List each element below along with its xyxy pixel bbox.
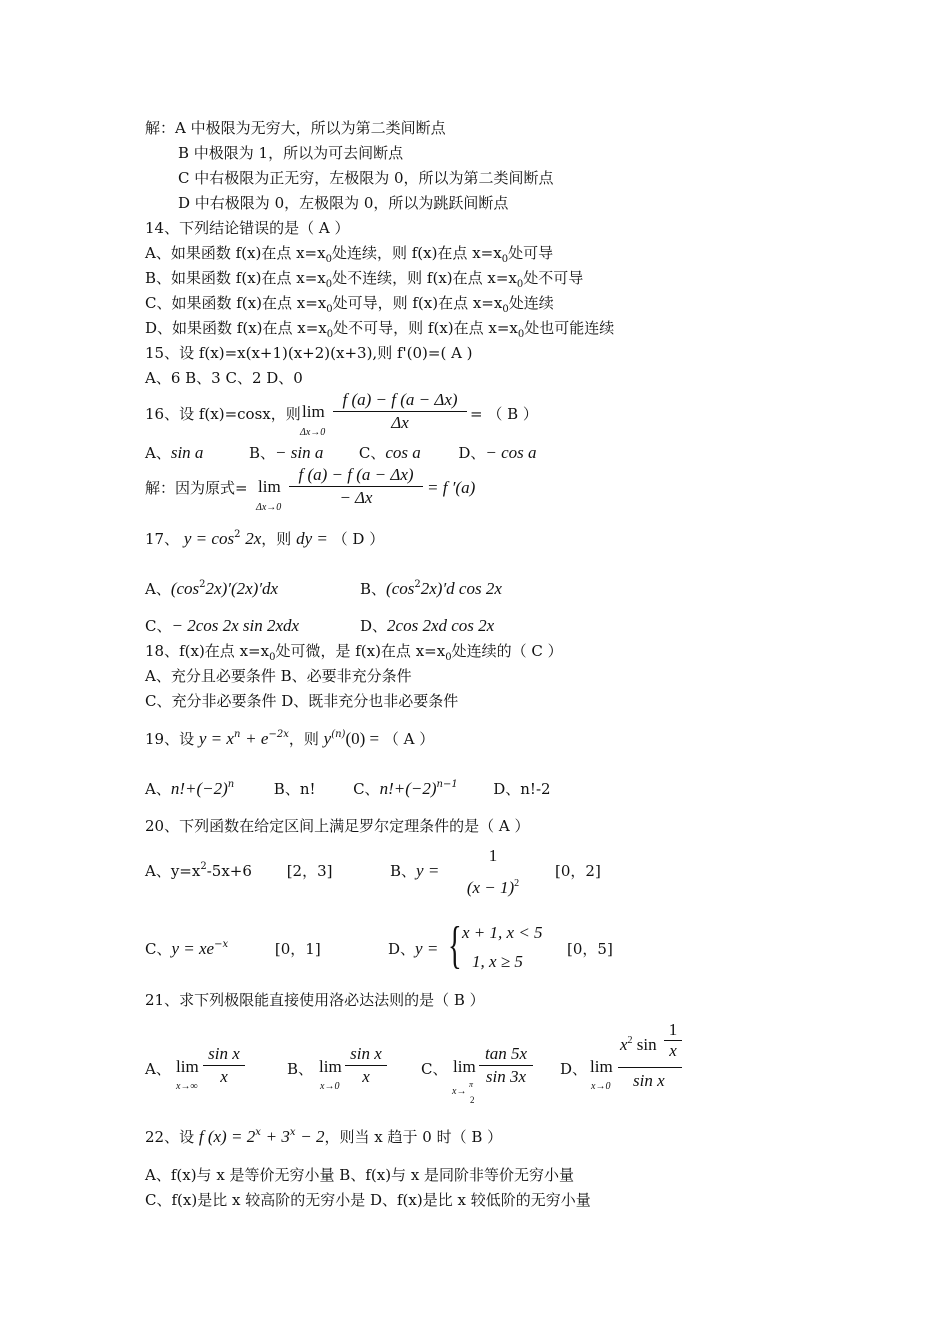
q21-d-x: x (620, 1035, 628, 1054)
q22-exp-2: x (289, 1127, 296, 1138)
solution-line-c: C 中右极限为正无穷，左极限为 0，所以为第二类间断点 (178, 169, 554, 187)
q20-d-case2: 1, x ≥ 5 (472, 952, 523, 971)
q20-option-a (145, 862, 332, 883)
q21-b-fraction (345, 1043, 387, 1088)
piecewise-brace: { (448, 917, 462, 974)
q17-c-label: C、 (145, 617, 172, 635)
q21-a-lim-sub: x→∞ (176, 1081, 198, 1092)
q14-option-b (145, 269, 583, 290)
q17-stem (145, 530, 384, 551)
q16-sol-denominator: − Δx (289, 486, 423, 509)
q15-stem: 15、设 f(x)=x(x+1)(x+2)(x+3),则 f'(0)=( A ) (145, 344, 473, 362)
q14-d-part1: D、如果函数 f(x)在点 x=x (145, 319, 327, 337)
q14-b-part3: 处不可导 (523, 269, 584, 287)
q20-b-den-text: (x − 1) (466, 878, 515, 897)
q20-b-denominator (462, 867, 524, 902)
q18-stem (145, 642, 563, 663)
q16-sol-fraction (289, 464, 423, 509)
q18-part3: 处连续的（ C ） (451, 642, 563, 660)
solution-line-d: D 中右极限为 0，左极限为 0，所以为跳跃间断点 (178, 194, 509, 212)
q20-a-part2: -5x+6 (206, 862, 252, 880)
q21-a-lim: lim (176, 1057, 199, 1076)
q21-c-fraction (479, 1043, 533, 1088)
q20-a-interval: [2，3] (286, 862, 333, 880)
q17-option-d (360, 617, 494, 635)
subscript-zero: 0 (325, 254, 332, 265)
q16-a-math: sin a (170, 443, 204, 462)
q20-d-label: D、 (388, 940, 416, 958)
q17-d-label: D、 (360, 617, 388, 635)
q21-a-numerator: sin x (208, 1044, 240, 1063)
q14-option-c (145, 294, 554, 315)
subscript-zero: 0 (516, 279, 524, 290)
q22-options-cd: C、f(x)是比 x 较高阶的无穷小是 D、f(x)是比 x 较低阶的无穷小量 (145, 1191, 591, 1209)
q20-option-c (145, 940, 321, 961)
q16-fraction (333, 389, 467, 434)
q21-d-exp: 2 (627, 1035, 633, 1046)
q20-b-y: y = (416, 861, 440, 880)
subscript-zero: 0 (325, 279, 333, 290)
q21-b-label: B、 (287, 1060, 314, 1078)
q21-c-pi: π (469, 1080, 474, 1089)
q14-b-part1: B、如果函数 f(x)在点 x=x (145, 269, 326, 287)
subscript-zero: 0 (326, 304, 333, 315)
q17-a-math-1: (cos (170, 579, 200, 598)
q16-solution: 解：因为原式= (145, 479, 248, 497)
q22-tail: ，则当 x 趋于 0 时（ B ） (324, 1128, 503, 1146)
q21-c-lim: lim (453, 1057, 476, 1076)
q21-d-num-x (620, 1035, 657, 1055)
q19-stem (145, 730, 434, 751)
q21-d-sin: sin (636, 1035, 657, 1054)
q21-d-fraction-bar (618, 1067, 682, 1068)
q16-b-label: B、 (249, 444, 276, 462)
q18-options-cd: C、充分非必要条件 D、既非充分也非必要条件 (145, 692, 459, 710)
q20-b-fraction (462, 845, 524, 902)
q15-options: A、6 B、3 C、2 D、0 (145, 369, 303, 387)
q22-stem (145, 1128, 502, 1149)
q17-dy: dy = (296, 529, 328, 548)
q21-a-fraction (203, 1043, 245, 1088)
q16-sol-lim: lim (258, 477, 281, 496)
q17-expr-a: y = cos (183, 529, 235, 548)
q22-exp-1: x (255, 1127, 261, 1138)
q19-expr-2: + e (245, 729, 269, 748)
q16-d-label: D、 (458, 444, 486, 462)
q21-d-lim: lim (590, 1057, 613, 1076)
q20-a-part1: A、y=x (145, 862, 201, 880)
q14-b-part2: 处不连续，则 f(x)在点 x=x (332, 269, 517, 287)
q21-c-numerator: tan 5x (484, 1044, 528, 1063)
q16-sol-result: = f ′(a) (427, 478, 476, 497)
subscript-zero: 0 (269, 652, 276, 663)
q22-expr-1: f (x) = 2 (198, 1127, 256, 1146)
q16-sol-lim-sub: Δx→0 (256, 502, 282, 513)
q18-part1: 18、f(x)在点 x=x (145, 642, 270, 660)
q17-expr-b: 2x (245, 529, 262, 548)
q17-b-math-1: (cos (386, 579, 415, 598)
q20-b-interval: [0，2] (555, 862, 601, 880)
subscript-zero: 0 (502, 304, 509, 315)
q19-y0: (0) = (345, 729, 380, 748)
q21-c-sub-text: x→ (452, 1086, 467, 1097)
q21-d-inner-x: x (664, 1040, 682, 1061)
q19-c-label: C、 (353, 780, 380, 798)
q19-a-label: A、 (145, 780, 171, 798)
q20-option-b-label (390, 862, 439, 880)
q17-number: 17、 (145, 530, 180, 548)
q20-c-label: C、 (145, 940, 172, 958)
q17-a-exponent: 2 (199, 579, 206, 590)
q19-y: y (323, 729, 332, 748)
q14-option-d (145, 319, 614, 340)
q17-option-c (145, 617, 299, 635)
q16-c-math: cos a (385, 443, 421, 462)
q17-c-math: − 2cos 2x sin 2xdx (171, 616, 300, 635)
q21-c-two: 2 (470, 1095, 475, 1105)
q21-b-denominator: x (345, 1065, 387, 1088)
q17-answer: （ D ） (332, 530, 385, 548)
q17-a-math-2: 2x)′(2x)′dx (205, 579, 279, 598)
q17-b-math-2: 2x)′d cos 2x (420, 579, 502, 598)
q22-options-ab: A、f(x)与 x 是等价无穷小量 B、f(x)与 x 是同阶非等价无穷小量 (145, 1166, 575, 1184)
q21-a-denominator: x (203, 1065, 245, 1088)
q14-option-a (145, 244, 553, 265)
q19-order: (n) (331, 729, 346, 740)
solution-line-a: 解：A 中极限为无穷大，所以为第二类间断点 (145, 119, 446, 137)
q19-expr-1: y = x (198, 729, 234, 748)
q17-b-label: B、 (360, 580, 387, 598)
q21-b-lim: lim (319, 1057, 342, 1076)
q17-a-label: A、 (145, 580, 171, 598)
q16-stem: 16、设 f(x)=cosx，则 (145, 405, 301, 423)
q14-d-part3: 处也可能连续 (524, 319, 615, 337)
q20-c-interval: [0，1] (274, 940, 321, 958)
q14-a-part3: 处可导 (508, 244, 554, 262)
q17-option-a (145, 580, 278, 601)
q21-d-lim-sub: x→0 (591, 1081, 611, 1092)
q17-b-exponent: 2 (414, 579, 421, 590)
q17-d-math: 2cos 2xd cos 2x (387, 616, 495, 635)
q19-d: D、n!-2 (493, 780, 551, 798)
q14-c-part3: 处连续 (508, 294, 554, 312)
q18-part2: 处可微，是 f(x)在点 x=x (275, 642, 446, 660)
q14-c-part2: 处可导，则 f(x)在点 x=x (332, 294, 503, 312)
q22-expr-3: − 2 (300, 1127, 325, 1146)
q14-a-part1: A、如果函数 f(x)在点 x=x (145, 244, 326, 262)
q20-option-d-label (388, 940, 438, 958)
q21-d-label: D、 (560, 1060, 588, 1078)
q21-b-lim-sub: x→0 (320, 1081, 340, 1092)
q21-d-denominator: sin x (633, 1071, 665, 1090)
q17-exponent: 2 (234, 529, 241, 540)
q22-number: 22、设 (145, 1128, 195, 1146)
q16-answer: = （ B ） (470, 405, 538, 423)
q19-c-math: n!+(−2) (379, 779, 437, 798)
q20-stem: 20、下列函数在给定区间上满足罗尔定理条件的是（ A ） (145, 817, 530, 835)
q19-a-math: n!+(−2) (170, 779, 228, 798)
subscript-zero: 0 (501, 254, 509, 265)
subscript-zero: 0 (517, 329, 525, 340)
q21-c-denominator: sin 3x (479, 1065, 533, 1088)
q17-mid: ，则 (261, 530, 292, 548)
q22-expr-2: + 3 (265, 1127, 290, 1146)
q20-a-exponent: 2 (200, 861, 207, 872)
q19-a-exp: n (227, 779, 235, 790)
q19-exp-n: n (233, 729, 241, 740)
q19-b: B、n! (273, 780, 316, 798)
q21-b-numerator: sin x (350, 1044, 382, 1063)
q20-b-den-exp: 2 (514, 878, 520, 889)
q14-d-part2: 处不可导，则 f(x)在点 x=x (333, 319, 518, 337)
q19-number: 19、设 (145, 730, 195, 748)
q21-c-label: C、 (421, 1060, 448, 1078)
q20-b-label: B、 (390, 862, 417, 880)
q19-options (145, 780, 551, 801)
q21-stem: 21、求下列极限能直接使用洛必达法则的是（ B ） (145, 991, 485, 1009)
q17-option-b (360, 580, 502, 601)
subscript-zero: 0 (326, 329, 334, 340)
q19-answer: （ A ） (383, 730, 435, 748)
q19-mid: ，则 (288, 730, 319, 748)
q20-d-interval: [0，5] (567, 940, 613, 958)
q20-d-y: y = (415, 939, 439, 958)
solution-line-b: B 中极限为 1，所以为可去间断点 (178, 144, 404, 162)
q18-options-ab: A、充分且必要条件 B、必要非充分条件 (145, 667, 412, 685)
q20-c-math: y = xe (171, 939, 215, 958)
q16-options (145, 444, 537, 462)
q16-lim-sub: Δx→0 (300, 427, 326, 438)
q16-d-math: − cos a (485, 443, 537, 462)
q14-a-part2: 处连续，则 f(x)在点 x=x (331, 244, 502, 262)
q21-c-lim-sub (452, 1086, 466, 1097)
q16-denominator: Δx (333, 411, 467, 434)
q16-b-math: − sin a (275, 443, 324, 462)
q16-lim: lim (302, 402, 325, 421)
q21-d-one: 1 (668, 1020, 678, 1039)
q20-b-numerator: 1 (488, 846, 498, 865)
q21-d-inner-fraction (664, 1020, 682, 1061)
q16-a-label: A、 (145, 444, 171, 462)
q20-c-exp: −x (214, 939, 229, 950)
q16-sol-numerator: f (a) − f (a − Δx) (298, 465, 414, 484)
subscript-zero: 0 (445, 652, 452, 663)
q14-c-part1: C、如果函数 f(x)在点 x=x (145, 294, 327, 312)
q16-numerator: f (a) − f (a − Δx) (342, 390, 458, 409)
q16-c-label: C、 (358, 444, 386, 462)
q20-d-case1: x + 1, x < 5 (462, 923, 543, 942)
q21-a-label: A、 (145, 1060, 171, 1078)
q19-exp-e: −2x (268, 729, 289, 740)
q19-c-exp: n−1 (436, 779, 458, 790)
q14-stem: 14、下列结论错误的是（ A ） (145, 219, 350, 237)
